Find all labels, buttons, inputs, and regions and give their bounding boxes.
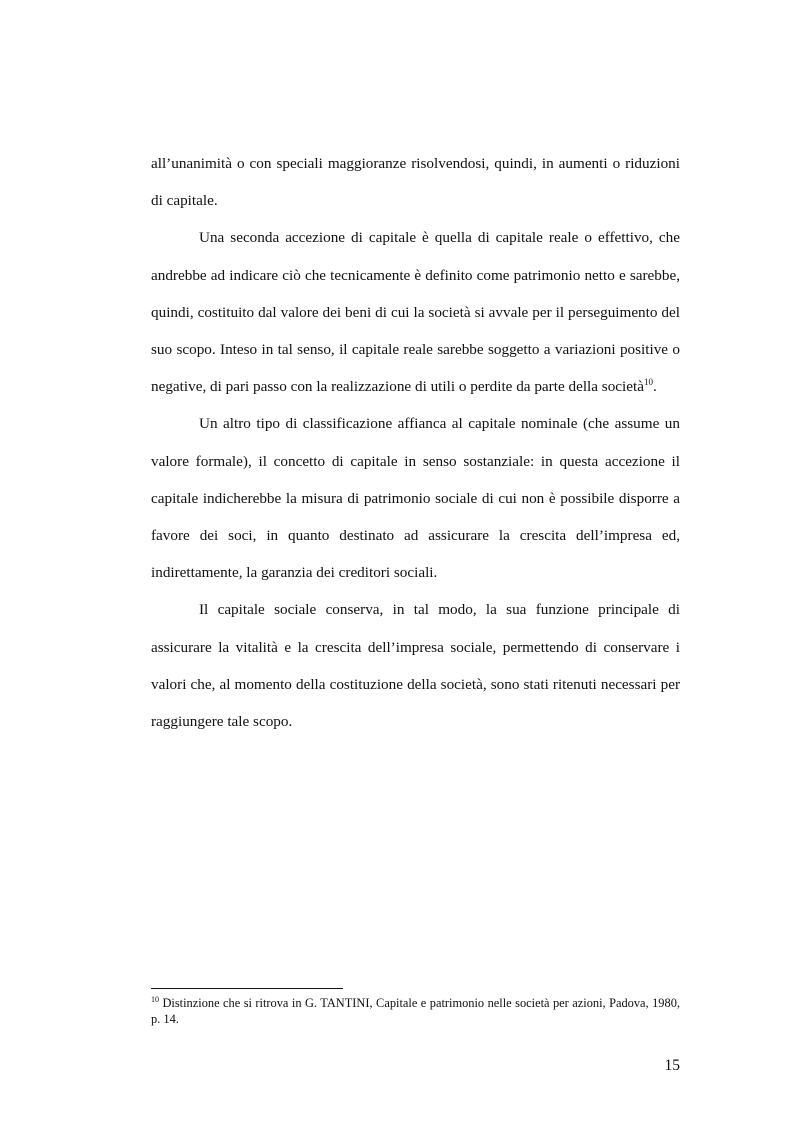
footnote-reference: 10 [643,377,653,388]
footnote-number: 10 [151,995,159,1004]
paragraph-4-text: Il capitale sociale conserva, in tal modo, la sua funzione principale di assicurare la vitalità e la crescita dell’impresa sociale, permettendo di conservare i valori che, al momento della costituzione della società, sono stati ritenuti necessari per raggiungere tale scopo. [151,601,680,731]
paragraph-3 [151,405,680,591]
paragraph-4 [151,591,680,740]
page-number: 15 [664,1057,680,1074]
body-text [151,145,680,740]
footnote-text: Distinzione che si ritrova in G. TANTINI, Capitale e patrimonio nelle società per azioni, Padova, 1980, p. 14. [151,996,680,1026]
footnote [151,995,680,1027]
paragraph-2-period: . [652,378,657,396]
paragraph-2-text: Una seconda accezione di capitale è quella di capitale reale o effettivo, che andrebbe ad indicare ciò che tecnicamente è definito come patrimonio netto e sarebbe, quindi, costituito dal valore dei beni di cui la società si avvale per il perseguimento del suo scopo. Inteso in tal senso, il capitale reale sarebbe soggetto a variazioni positive o negative, di pari passo con la realizzazione di utili o perdite da parte della società [151,229,680,396]
footnote-separator [151,988,343,989]
paragraph-2 [151,219,680,405]
paragraph-3-text: Un altro tipo di classificazione affianca al capitale nominale (che assume un valore formale), il concetto di capitale in senso sostanziale: in questa accezione il capitale indicherebbe la misura di patrimonio sociale di cui non è possibile disporre a favore dei soci, in quanto destinato ad assicurare la crescita dell’impresa ed, indirettamente, la garanzia dei creditori sociali. [151,415,680,582]
paragraph-1-text: all’unanimità o con speciali maggioranze risolvendosi, quindi, in aumenti o riduzioni di capitale. [151,155,680,210]
paragraph-1 [151,145,680,219]
